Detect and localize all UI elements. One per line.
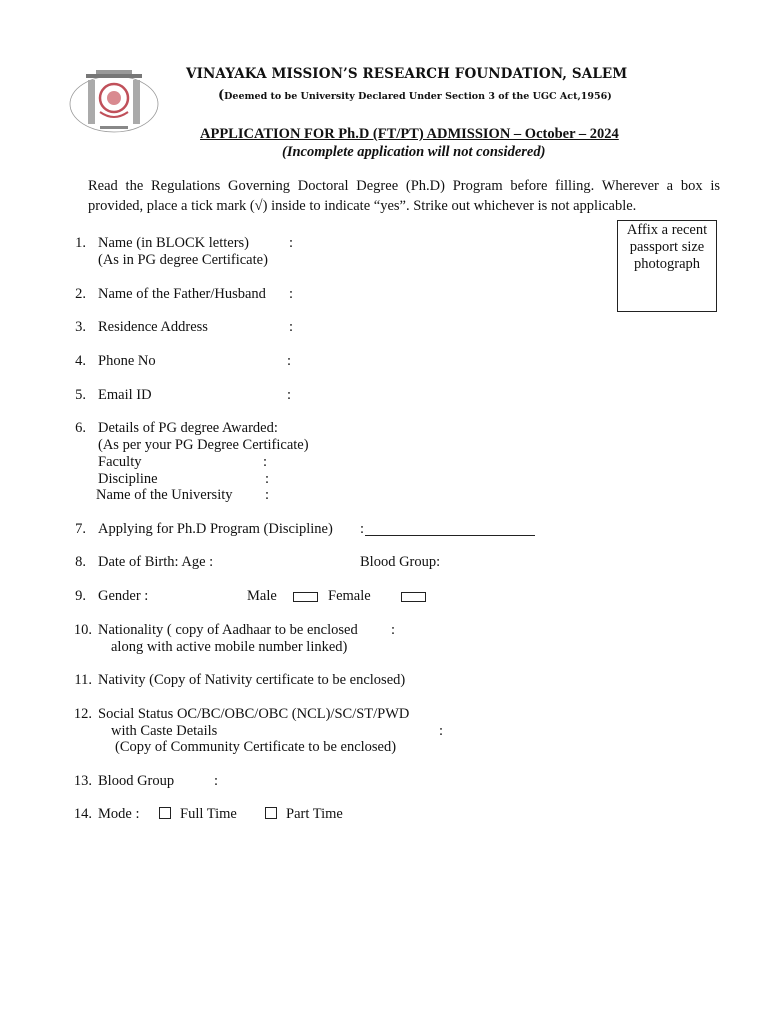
blood-group-label: Blood Group bbox=[98, 773, 175, 789]
colon: : bbox=[439, 723, 444, 739]
field-number: 2. bbox=[75, 286, 86, 302]
field-number: 6. bbox=[75, 420, 86, 436]
field-number: 4. bbox=[75, 353, 86, 369]
colon: : bbox=[263, 454, 268, 470]
colon: : bbox=[360, 521, 365, 537]
part-time-label: Part Time bbox=[286, 806, 343, 822]
gender-label: Gender : bbox=[98, 588, 149, 604]
field-number: 8. bbox=[75, 554, 86, 570]
full-time-label: Full Time bbox=[180, 806, 237, 822]
phone-label: Phone No bbox=[98, 353, 156, 369]
field-number: 9. bbox=[75, 588, 86, 604]
field-number: 3. bbox=[75, 319, 86, 335]
nationality-sublabel: along with active mobile number linked) bbox=[111, 639, 348, 655]
field-number: 13. bbox=[73, 773, 92, 789]
full-time-checkbox[interactable] bbox=[159, 807, 171, 819]
part-time-checkbox[interactable] bbox=[265, 807, 277, 819]
mode-label: Mode : bbox=[98, 806, 140, 822]
colon: : bbox=[287, 387, 292, 403]
community-cert-note: (Copy of Community Certificate to be enclosed) bbox=[115, 739, 397, 755]
father-name-label: Name of the Father/Husband bbox=[98, 286, 266, 302]
colon: : bbox=[265, 471, 270, 487]
field-number: 12. bbox=[73, 706, 92, 722]
form-subtitle: (Incomplete application will not considered) bbox=[282, 144, 546, 160]
colon: : bbox=[289, 319, 294, 335]
field-number: 5. bbox=[75, 387, 86, 403]
caste-details-label: with Caste Details bbox=[111, 723, 218, 739]
university-subtitle: (Deemed to be University Declared Under Section 3 of the UGC Act,1956) bbox=[218, 88, 612, 103]
colon: : bbox=[289, 235, 294, 251]
university-label: Name of the University bbox=[96, 487, 233, 503]
dob-label: Date of Birth: Age : bbox=[98, 554, 214, 570]
colon: : bbox=[289, 286, 294, 302]
name-sublabel: (As in PG degree Certificate) bbox=[98, 252, 268, 268]
field-number: 1. bbox=[75, 235, 86, 251]
colon: : bbox=[265, 487, 270, 503]
colon: : bbox=[214, 773, 219, 789]
female-label: Female bbox=[328, 588, 371, 604]
form-title: APPLICATION FOR Ph.D (FT/PT) ADMISSION – October – 2024 bbox=[200, 126, 619, 142]
faculty-label: Faculty bbox=[98, 454, 142, 470]
name-label: Name (in BLOCK letters) bbox=[98, 235, 250, 251]
social-status-label: Social Status OC/BC/OBC/OBC (NCL)/SC/ST/PWD bbox=[98, 706, 410, 722]
field-number: 11. bbox=[74, 672, 92, 688]
nativity-label: Nativity (Copy of Nativity certificate to be enclosed) bbox=[98, 672, 406, 688]
field-number: 10. bbox=[73, 622, 92, 638]
field-number: 14. bbox=[73, 806, 92, 822]
discipline-label: Discipline bbox=[98, 471, 158, 487]
nationality-label: Nationality ( copy of Aadhaar to be enclosed bbox=[98, 622, 358, 638]
university-name: VINAYAKA MISSION’S RESEARCH FOUNDATION, SALEM bbox=[186, 66, 628, 82]
male-checkbox[interactable] bbox=[293, 592, 318, 602]
field-number: 7. bbox=[75, 521, 86, 537]
pg-degree-label: Details of PG degree Awarded: bbox=[98, 420, 278, 436]
discipline-underline[interactable] bbox=[365, 535, 535, 536]
email-label: Email ID bbox=[98, 387, 152, 403]
female-checkbox[interactable] bbox=[401, 592, 426, 602]
photo-box: Affix a recent passport size photograph bbox=[617, 220, 717, 312]
university-logo bbox=[66, 64, 162, 136]
colon: : bbox=[391, 622, 396, 638]
phd-program-label: Applying for Ph.D Program (Discipline) bbox=[98, 521, 333, 537]
male-label: Male bbox=[247, 588, 277, 604]
address-label: Residence Address bbox=[98, 319, 208, 335]
pg-degree-sublabel: (As per your PG Degree Certificate) bbox=[98, 437, 309, 453]
blood-group-inline-label: Blood Group: bbox=[360, 554, 441, 570]
instructions-paragraph: Read the Regulations Governing Doctoral Degree (Ph.D) Program before filling. Wherever a box is provided, place a tick mark (√) inside to indicate “yes”. Strike out whichever is not applicable. bbox=[88, 178, 720, 214]
colon: : bbox=[287, 353, 292, 369]
